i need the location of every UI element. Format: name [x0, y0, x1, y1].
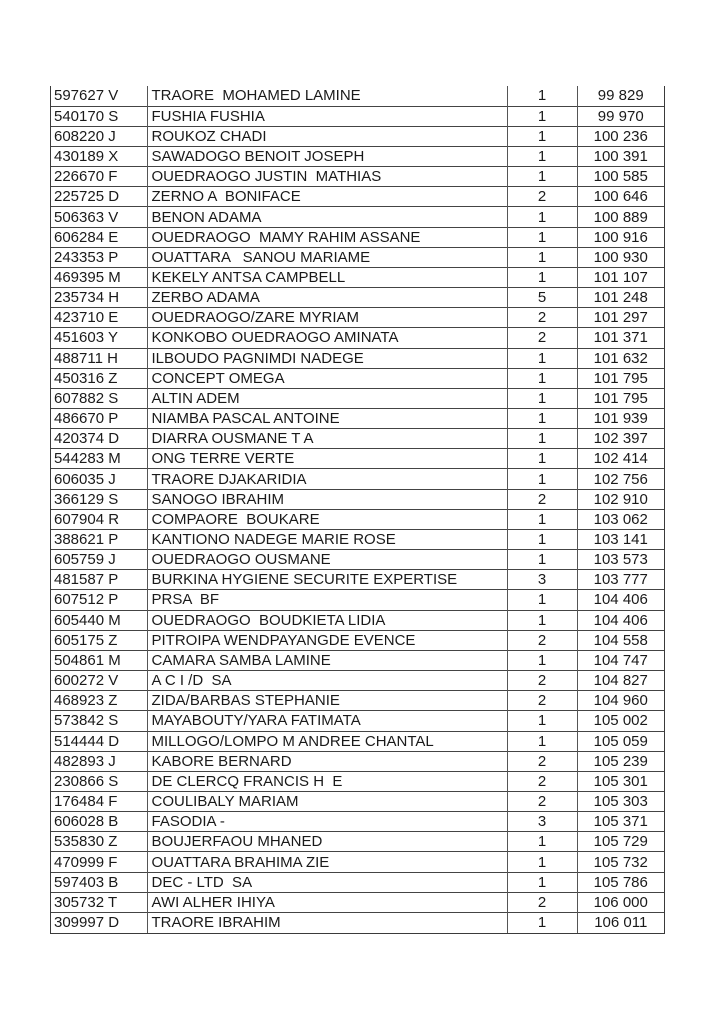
- name-cell: PRSA BF: [147, 590, 507, 610]
- name-cell: ALTIN ADEM: [147, 388, 507, 408]
- quantity-cell: 1: [507, 267, 577, 287]
- record-id-cell: 606035 J: [51, 469, 147, 489]
- record-id-cell: 607512 P: [51, 590, 147, 610]
- quantity-cell: 1: [507, 872, 577, 892]
- name-cell: SANOGO IBRAHIM: [147, 489, 507, 509]
- table-row: [51, 308, 664, 328]
- table-row: [51, 288, 664, 308]
- quantity-cell: 1: [507, 449, 577, 469]
- quantity-cell: 2: [507, 187, 577, 207]
- amount-cell: 104 747: [577, 650, 664, 670]
- quantity-cell: 5: [507, 288, 577, 308]
- name-cell: ILBOUDO PAGNIMDI NADEGE: [147, 348, 507, 368]
- record-id-cell: 235734 H: [51, 288, 147, 308]
- record-id-cell: 540170 S: [51, 106, 147, 126]
- document-table-container: [50, 86, 665, 934]
- name-cell: OUEDRAOGO JUSTIN MATHIAS: [147, 167, 507, 187]
- amount-cell: 101 248: [577, 288, 664, 308]
- amount-cell: 100 585: [577, 167, 664, 187]
- table-row: [51, 247, 664, 267]
- amount-cell: 101 107: [577, 267, 664, 287]
- table-row: [51, 167, 664, 187]
- table-row: [51, 812, 664, 832]
- table-row: [51, 348, 664, 368]
- amount-cell: 100 391: [577, 146, 664, 166]
- record-id-cell: 470999 F: [51, 852, 147, 872]
- quantity-cell: 1: [507, 126, 577, 146]
- record-id-cell: 309997 D: [51, 912, 147, 932]
- record-id-cell: 607882 S: [51, 388, 147, 408]
- amount-cell: 104 960: [577, 691, 664, 711]
- table-row: [51, 590, 664, 610]
- quantity-cell: 2: [507, 892, 577, 912]
- record-id-cell: 225725 D: [51, 187, 147, 207]
- name-cell: FUSHIA FUSHIA: [147, 106, 507, 126]
- quantity-cell: 1: [507, 550, 577, 570]
- amount-cell: 99 829: [577, 86, 664, 106]
- amount-cell: 100 916: [577, 227, 664, 247]
- record-id-cell: 423710 E: [51, 308, 147, 328]
- table-row: [51, 409, 664, 429]
- record-id-cell: 506363 V: [51, 207, 147, 227]
- amount-cell: 103 573: [577, 550, 664, 570]
- name-cell: CONCEPT OMEGA: [147, 368, 507, 388]
- amount-cell: 101 632: [577, 348, 664, 368]
- amount-cell: 105 786: [577, 872, 664, 892]
- table-row: [51, 731, 664, 751]
- record-id-cell: 176484 F: [51, 791, 147, 811]
- table-row: [51, 328, 664, 348]
- record-id-cell: 486670 P: [51, 409, 147, 429]
- amount-cell: 105 303: [577, 791, 664, 811]
- amount-cell: 103 062: [577, 509, 664, 529]
- table-row: [51, 610, 664, 630]
- table-row: [51, 892, 664, 912]
- amount-cell: 100 930: [577, 247, 664, 267]
- quantity-cell: 1: [507, 429, 577, 449]
- name-cell: KONKOBO OUEDRAOGO AMINATA: [147, 328, 507, 348]
- table-row: [51, 630, 664, 650]
- record-id-cell: 450316 Z: [51, 368, 147, 388]
- name-cell: A C I /D SA: [147, 671, 507, 691]
- amount-cell: 100 646: [577, 187, 664, 207]
- name-cell: KEKELY ANTSA CAMPBELL: [147, 267, 507, 287]
- record-id-cell: 608220 J: [51, 126, 147, 146]
- quantity-cell: 2: [507, 489, 577, 509]
- quantity-cell: 2: [507, 671, 577, 691]
- record-id-cell: 597403 B: [51, 872, 147, 892]
- record-id-cell: 573842 S: [51, 711, 147, 731]
- quantity-cell: 2: [507, 691, 577, 711]
- name-cell: MAYABOUTY/YARA FATIMATA: [147, 711, 507, 731]
- table-row: [51, 832, 664, 852]
- table-row: [51, 711, 664, 731]
- amount-cell: 103 141: [577, 529, 664, 549]
- quantity-cell: 1: [507, 731, 577, 751]
- record-id-cell: 607904 R: [51, 509, 147, 529]
- name-cell: KANTIONO NADEGE MARIE ROSE: [147, 529, 507, 549]
- amount-cell: 105 371: [577, 812, 664, 832]
- quantity-cell: 1: [507, 529, 577, 549]
- name-cell: BURKINA HYGIENE SECURITE EXPERTISE: [147, 570, 507, 590]
- record-id-cell: 605759 J: [51, 550, 147, 570]
- amount-cell: 101 795: [577, 388, 664, 408]
- name-cell: MILLOGO/LOMPO M ANDREE CHANTAL: [147, 731, 507, 751]
- amount-cell: 105 239: [577, 751, 664, 771]
- amount-cell: 99 970: [577, 106, 664, 126]
- table-row: [51, 106, 664, 126]
- quantity-cell: 3: [507, 812, 577, 832]
- record-id-cell: 482893 J: [51, 751, 147, 771]
- table-row: [51, 227, 664, 247]
- table-row: [51, 267, 664, 287]
- amount-cell: 104 406: [577, 590, 664, 610]
- record-id-cell: 366129 S: [51, 489, 147, 509]
- record-id-cell: 514444 D: [51, 731, 147, 751]
- name-cell: DEC - LTD SA: [147, 872, 507, 892]
- name-cell: ONG TERRE VERTE: [147, 449, 507, 469]
- name-cell: ZERBO ADAMA: [147, 288, 507, 308]
- table-row: [51, 469, 664, 489]
- name-cell: DIARRA OUSMANE T A: [147, 429, 507, 449]
- record-id-cell: 544283 M: [51, 449, 147, 469]
- quantity-cell: 1: [507, 368, 577, 388]
- quantity-cell: 1: [507, 509, 577, 529]
- table-row: [51, 187, 664, 207]
- quantity-cell: 1: [507, 227, 577, 247]
- record-id-cell: 600272 V: [51, 671, 147, 691]
- record-id-cell: 451603 Y: [51, 328, 147, 348]
- name-cell: FASODIA -: [147, 812, 507, 832]
- table-row: [51, 872, 664, 892]
- record-id-cell: 606284 E: [51, 227, 147, 247]
- amount-cell: 105 059: [577, 731, 664, 751]
- quantity-cell: 2: [507, 791, 577, 811]
- name-cell: COULIBALY MARIAM: [147, 791, 507, 811]
- quantity-cell: 1: [507, 348, 577, 368]
- quantity-cell: 1: [507, 409, 577, 429]
- quantity-cell: 1: [507, 106, 577, 126]
- quantity-cell: 1: [507, 86, 577, 106]
- quantity-cell: 1: [507, 832, 577, 852]
- record-id-cell: 606028 B: [51, 812, 147, 832]
- name-cell: OUEDRAOGO/ZARE MYRIAM: [147, 308, 507, 328]
- amount-cell: 105 729: [577, 832, 664, 852]
- table-row: [51, 570, 664, 590]
- quantity-cell: 1: [507, 146, 577, 166]
- record-id-cell: 535830 Z: [51, 832, 147, 852]
- record-id-cell: 243353 P: [51, 247, 147, 267]
- amount-cell: 104 406: [577, 610, 664, 630]
- name-cell: BOUJERFAOU MHANED: [147, 832, 507, 852]
- record-id-cell: 420374 D: [51, 429, 147, 449]
- table-row: [51, 449, 664, 469]
- records-table-body: [51, 86, 664, 933]
- amount-cell: 101 371: [577, 328, 664, 348]
- quantity-cell: 2: [507, 771, 577, 791]
- quantity-cell: 2: [507, 630, 577, 650]
- name-cell: CAMARA SAMBA LAMINE: [147, 650, 507, 670]
- amount-cell: 105 002: [577, 711, 664, 731]
- amount-cell: 101 795: [577, 368, 664, 388]
- table-row: [51, 207, 664, 227]
- name-cell: OUEDRAOGO MAMY RAHIM ASSANE: [147, 227, 507, 247]
- name-cell: OUATTARA SANOU MARIAME: [147, 247, 507, 267]
- name-cell: AWI ALHER IHIYA: [147, 892, 507, 912]
- table-row: [51, 852, 664, 872]
- table-row: [51, 550, 664, 570]
- name-cell: TRAORE DJAKARIDIA: [147, 469, 507, 489]
- quantity-cell: 1: [507, 912, 577, 932]
- table-row: [51, 671, 664, 691]
- table-row: [51, 650, 664, 670]
- table-row: [51, 751, 664, 771]
- quantity-cell: 1: [507, 711, 577, 731]
- name-cell: COMPAORE BOUKARE: [147, 509, 507, 529]
- quantity-cell: 1: [507, 247, 577, 267]
- name-cell: TRAORE MOHAMED LAMINE: [147, 86, 507, 106]
- table-row: [51, 146, 664, 166]
- table-row: [51, 489, 664, 509]
- quantity-cell: 1: [507, 469, 577, 489]
- table-row: [51, 791, 664, 811]
- table-row: [51, 509, 664, 529]
- table-row: [51, 529, 664, 549]
- record-id-cell: 605440 M: [51, 610, 147, 630]
- quantity-cell: 1: [507, 610, 577, 630]
- quantity-cell: 1: [507, 388, 577, 408]
- name-cell: ZERNO A BONIFACE: [147, 187, 507, 207]
- amount-cell: 101 939: [577, 409, 664, 429]
- amount-cell: 105 301: [577, 771, 664, 791]
- record-id-cell: 504861 M: [51, 650, 147, 670]
- amount-cell: 101 297: [577, 308, 664, 328]
- table-row: [51, 771, 664, 791]
- table-row: [51, 126, 664, 146]
- amount-cell: 103 777: [577, 570, 664, 590]
- amount-cell: 102 414: [577, 449, 664, 469]
- name-cell: OUEDRAOGO OUSMANE: [147, 550, 507, 570]
- record-id-cell: 469395 M: [51, 267, 147, 287]
- quantity-cell: 2: [507, 751, 577, 771]
- amount-cell: 102 910: [577, 489, 664, 509]
- name-cell: ZIDA/BARBAS STEPHANIE: [147, 691, 507, 711]
- record-id-cell: 226670 F: [51, 167, 147, 187]
- amount-cell: 102 397: [577, 429, 664, 449]
- record-id-cell: 488711 H: [51, 348, 147, 368]
- quantity-cell: 1: [507, 167, 577, 187]
- table-row: [51, 429, 664, 449]
- quantity-cell: 2: [507, 328, 577, 348]
- name-cell: BENON ADAMA: [147, 207, 507, 227]
- table-row: [51, 388, 664, 408]
- quantity-cell: 1: [507, 650, 577, 670]
- record-id-cell: 430189 X: [51, 146, 147, 166]
- amount-cell: 100 236: [577, 126, 664, 146]
- amount-cell: 104 558: [577, 630, 664, 650]
- name-cell: SAWADOGO BENOIT JOSEPH: [147, 146, 507, 166]
- record-id-cell: 481587 P: [51, 570, 147, 590]
- table-row: [51, 691, 664, 711]
- quantity-cell: 2: [507, 308, 577, 328]
- record-id-cell: 597627 V: [54, 87, 119, 105]
- table-row: [51, 86, 664, 106]
- table-row: [51, 912, 664, 932]
- name-cell: OUATTARA BRAHIMA ZIE: [147, 852, 507, 872]
- amount-cell: 102 756: [577, 469, 664, 489]
- record-id-cell: 230866 S: [51, 771, 147, 791]
- name-cell: TRAORE IBRAHIM: [147, 912, 507, 932]
- record-id-cell: 388621 P: [51, 529, 147, 549]
- record-id-cell: 305732 T: [51, 892, 147, 912]
- name-cell: DE CLERCQ FRANCIS H E: [147, 771, 507, 791]
- amount-cell: 100 889: [577, 207, 664, 227]
- record-id-cell: 605175 Z: [51, 630, 147, 650]
- table-row: [51, 368, 664, 388]
- amount-cell: 105 732: [577, 852, 664, 872]
- quantity-cell: 1: [507, 207, 577, 227]
- name-cell: KABORE BERNARD: [147, 751, 507, 771]
- name-cell: ROUKOZ CHADI: [147, 126, 507, 146]
- amount-cell: 106 011: [577, 912, 664, 932]
- name-cell: PITROIPA WENDPAYANGDE EVENCE: [147, 630, 507, 650]
- quantity-cell: 3: [507, 570, 577, 590]
- record-id-cell: 468923 Z: [51, 691, 147, 711]
- quantity-cell: 1: [507, 590, 577, 610]
- records-table: [51, 86, 664, 933]
- quantity-cell: 1: [507, 852, 577, 872]
- amount-cell: 104 827: [577, 671, 664, 691]
- name-cell: OUEDRAOGO BOUDKIETA LIDIA: [147, 610, 507, 630]
- name-cell: NIAMBA PASCAL ANTOINE: [147, 409, 507, 429]
- amount-cell: 106 000: [577, 892, 664, 912]
